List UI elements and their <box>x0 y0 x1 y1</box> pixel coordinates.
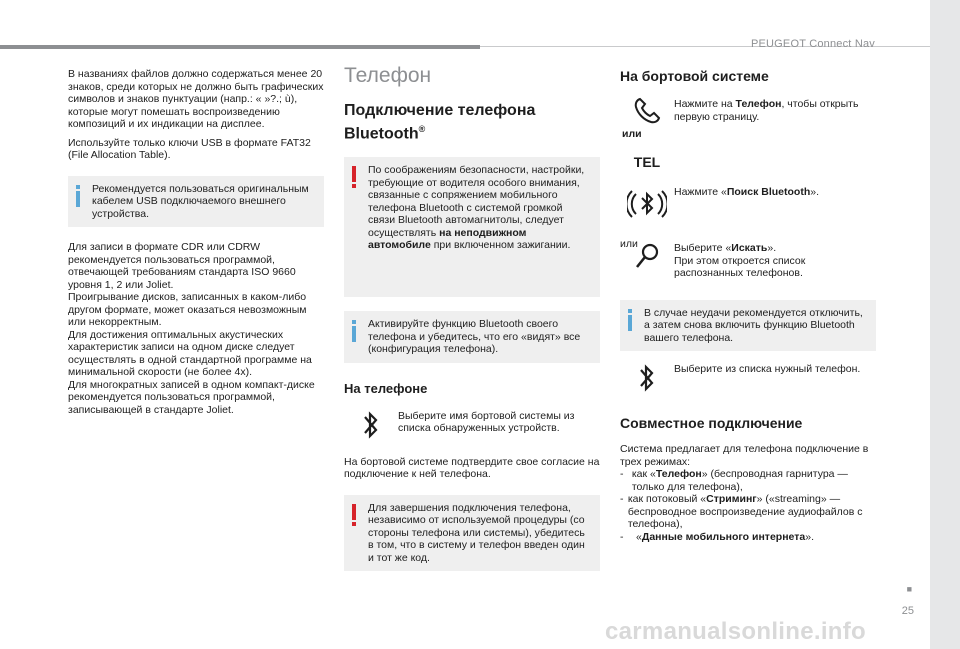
info-icon <box>628 309 632 331</box>
warning-text: Для завершения подключения телефона, независимо от используемой процедуры (со стороны телефона или системы), убедитесь в том, что в систему и телефон введен один и тот же код. <box>368 501 585 564</box>
mode-list <box>620 468 876 543</box>
paragraph-modes-intro: Система предлагает для телефона подключение в трех режимах: <box>620 443 869 468</box>
page-number: 25 <box>901 605 914 617</box>
paragraph-cd-recording: Для записи в формате CDR или CDRW рекомендуется пользоваться программой, отвечающей требованиям стандарта ISO 9660 уровня 1, 2 или Joliet. Проигрывание дисков, записанных в каком-либо другом формате, может оказаться невозможным или некорректным. Для достижения оптимальных акустических характеристик записи на одном диске следует осуществлять в одной стандартной программе на минимальной скорости (не более 4x). Для многократных записей в одном компакт-диске рекомендуется пользоваться программой, записывающей в стандарте Joliet. <box>68 241 315 416</box>
heading-on-system: На бортовой системе <box>620 68 769 84</box>
step-search <box>620 240 876 280</box>
header-rule <box>0 45 480 49</box>
or-label: или <box>622 128 642 140</box>
subsection-title: Подключение телефона Bluetooth® <box>344 102 536 143</box>
header-title: PEUGEOT Connect Nav <box>750 38 875 50</box>
step-press-phone <box>620 96 876 126</box>
step-text: Выберите имя бортовой системы из списка обнаруженных устройств. <box>398 409 575 435</box>
warning-box-code <box>344 495 600 572</box>
list-item: - как потоковый «Стриминг» («streaming» — беспроводное воспроизведение аудиофайлов с телефона), <box>620 493 863 530</box>
or-label: или <box>620 238 638 250</box>
step-text: Нажмите на Телефон, чтобы открыть первую страницу. <box>674 98 859 123</box>
step-bluetooth-search <box>620 184 876 224</box>
info-icon <box>76 185 80 207</box>
info-text: Активируйте функцию Bluetooth своего телефона и убедитесь, что его «видят» все (конфигурация телефона). <box>368 318 581 356</box>
section-title: Телефон <box>344 64 432 87</box>
info-text: Рекомендуется пользоваться оригинальным кабелем USB подключаемого внешнего устройства. <box>92 182 309 220</box>
tel-button-label: TEL <box>633 154 661 170</box>
list-item: - «Данные мобильного интернета». <box>620 530 814 543</box>
paragraph-filenames: В названиях файлов должно содержаться менее 20 знаков, среди которых не должно быть графических символов и знаков пунктуации (напр.: « »?.; ù), которые могут помешать воспроизведению композиций и их индикации на дисплее. <box>68 68 324 130</box>
list-item: - как «Телефон» (беспроводная гарнитура — только для телефона), <box>620 468 848 493</box>
column-left <box>68 68 324 422</box>
heading-shared-connection: Совместное подключение <box>620 415 803 431</box>
watermark: carmanualsonline.info <box>605 618 867 645</box>
magnifier-icon <box>632 240 662 274</box>
step-text: Выберите «Искать». При этом откроется список распознанных телефонов. <box>674 242 806 279</box>
info-icon <box>352 320 356 342</box>
step-text: Выберите из списка нужный телефон. <box>674 363 861 375</box>
info-box-activate-bluetooth <box>344 311 600 363</box>
warning-icon <box>352 166 356 188</box>
next-page-marker-icon: ■ <box>906 584 912 594</box>
column-middle <box>344 64 600 581</box>
info-box-retry <box>620 300 876 352</box>
info-box-usb-cable <box>68 176 324 228</box>
heading-on-phone: На телефоне <box>344 380 428 396</box>
warning-box-safety <box>344 157 600 297</box>
step-select-system <box>344 408 600 442</box>
bluetooth-search-icon <box>627 184 667 224</box>
step-text: Нажмите «Поиск Bluetooth». <box>674 186 820 198</box>
column-right <box>620 68 876 543</box>
bluetooth-icon <box>361 408 381 442</box>
warning-icon <box>352 504 356 526</box>
step-select-phone <box>620 361 876 395</box>
info-text: В случае неудачи рекомендуется отключить, а затем снова включить функцию Bluetooth вашего телефона. <box>644 306 863 344</box>
phone-handset-icon <box>632 96 662 126</box>
paragraph-confirm: На бортовой системе подтвердите свое согласие на подключение к ней телефона. <box>344 455 600 481</box>
bluetooth-icon <box>637 361 657 395</box>
warning-text: По соображениям безопасности, настройки, требующие от водителя особого внимания, связанные с сопряжением мобильного телефона Bluetooth с системой громкой связи Bluetooth автомагнитолы, следует осуществлять на неподвижном автомобиле при включенном зажигании. <box>368 164 585 252</box>
paragraph-fat32: Используйте только ключи USB в формате FAT32 (File Allocation Table). <box>68 136 311 161</box>
page-sidebar <box>930 0 960 649</box>
